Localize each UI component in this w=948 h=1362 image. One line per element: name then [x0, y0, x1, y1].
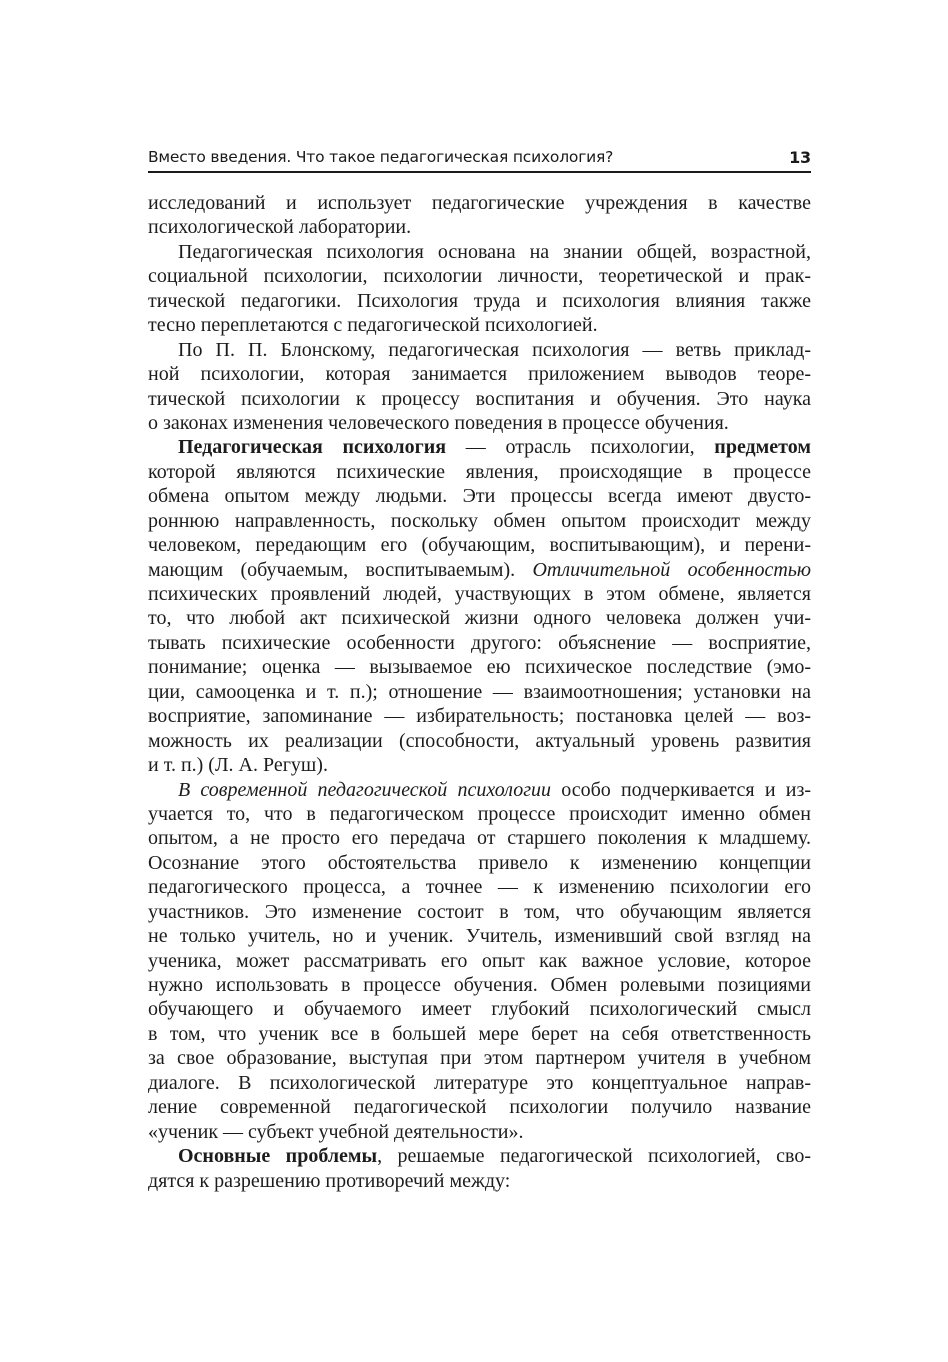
- text-line: [148, 558, 811, 582]
- text-line: [148, 851, 811, 875]
- text-line: [148, 240, 811, 264]
- text-run: Педагогическая психология основана на знании общей, возрастной,: [178, 240, 811, 263]
- text-run: По П. П. Блонскому, педагогическая психология — ветвь приклад-: [178, 338, 811, 361]
- text-line: [148, 606, 811, 630]
- text-line: [148, 753, 811, 777]
- text-line: [148, 387, 811, 411]
- text-run: которой являются психические явления, происходящие в процессе: [148, 460, 811, 483]
- text-run: учается то, что в педагогическом процессе происходит именно обмен: [148, 802, 811, 825]
- text-line: [148, 1022, 811, 1046]
- text-line: [148, 631, 811, 655]
- text-run: о законах изменения человеческого поведения в процессе обучения.: [148, 411, 729, 434]
- text-line: [148, 875, 811, 899]
- text-run: социальной психологии, психологии личности, теоретической и прак-: [148, 265, 811, 288]
- text-run: Осознание этого обстоятельства привело к изменению концепции: [148, 851, 811, 874]
- text-run: дятся к разрешению противоречий между:: [148, 1169, 511, 1192]
- text-run: обмена опытом между людьми. Эти процессы всегда имеют двусто-: [148, 485, 811, 508]
- body-text: [148, 191, 811, 1193]
- text-run: понимание; оценка — вызываемое ею психическое последствие (эмо-: [148, 656, 811, 679]
- text-run: ции, самооценка и т. п.); отношение — взаимоотношения; установки на: [148, 680, 811, 703]
- text-run: ление современной педагогической психологии получило название: [148, 1096, 811, 1119]
- paragraph: [148, 778, 811, 1145]
- text-line: [148, 778, 811, 802]
- running-head: [148, 148, 811, 170]
- text-line: [148, 582, 811, 606]
- text-line: [148, 362, 811, 386]
- bold-term: Педагогическая психология: [178, 436, 447, 459]
- text-line: [148, 826, 811, 850]
- text-line: [148, 435, 811, 459]
- bold-term: предметом: [714, 436, 811, 459]
- page-number: 13: [789, 148, 811, 167]
- paragraph: [148, 338, 811, 436]
- text-line: [148, 802, 811, 826]
- text-line: [148, 1169, 811, 1193]
- italic-term: Отличительной особенностью: [532, 558, 811, 581]
- text-line: [148, 289, 811, 313]
- text-line: [148, 900, 811, 924]
- text-run: опытом, а не просто его передача от старшего поколения к младшему.: [148, 827, 811, 850]
- text-line: [148, 729, 811, 753]
- text-line: [148, 1046, 811, 1070]
- text-run: не только учитель, но и ученик. Учитель, изменивший свой взгляд на: [148, 925, 811, 948]
- text-line: [148, 313, 811, 337]
- text-run: мающим (обучаемым, воспитываемым).: [148, 558, 533, 581]
- header-rule: [148, 171, 811, 173]
- text-run: особо подчеркивается и из-: [551, 778, 811, 801]
- text-run: нужно использовать в процессе обучения. Обмен ролевыми позициями: [148, 974, 811, 996]
- text-line: [148, 1120, 811, 1144]
- text-run: психологической лаборатории.: [148, 216, 412, 239]
- text-line: [148, 1095, 811, 1119]
- text-line: [148, 924, 811, 948]
- text-run: , решаемые педагогической психологией, сво-: [377, 1145, 811, 1168]
- text-line: [148, 680, 811, 704]
- text-run: диалоге. В психологической литературе это концептуальное направ-: [148, 1071, 811, 1094]
- text-run: психических проявлений людей, участвующих в этом обмене, является: [148, 583, 811, 605]
- text-run: ной психологии, которая занимается приложением выводов теоре-: [148, 363, 811, 386]
- text-run: тывать психические особенности другого: объяснение — восприятие,: [148, 631, 811, 654]
- text-run: «ученик — субъект учебной деятельности».: [148, 1120, 524, 1143]
- text-line: [148, 997, 811, 1021]
- text-run: можность их реализации (способности, актуальный уровень развития: [148, 729, 811, 752]
- text-line: [148, 215, 811, 239]
- text-run: участников. Это изменение состоит в том, что обучающим является: [148, 900, 811, 923]
- paragraph: [148, 1144, 811, 1193]
- text-line: [148, 411, 811, 435]
- text-run: обучающего и обучаемого имеет глубокий психологический смысл: [148, 998, 811, 1021]
- bold-term: Основные проблемы: [178, 1145, 378, 1168]
- text-run: исследований и использует педагогические учреждения в качестве: [148, 192, 811, 214]
- text-run: за свое образование, выступая при этом партнером учителя в учебном: [148, 1047, 811, 1070]
- text-run: восприятие, запоминание — избирательность; постановка целей — воз-: [148, 705, 811, 728]
- paragraph: [148, 435, 811, 777]
- running-head-title: Вместо введения. Что такое педагогическая психология?: [148, 148, 614, 166]
- text-line: [148, 973, 811, 997]
- text-line: [148, 264, 811, 288]
- paragraph: [148, 240, 811, 338]
- text-run: и т. п.) (Л. А. Регуш).: [148, 754, 328, 777]
- text-line: [148, 704, 811, 728]
- text-run: ученика, может рассматривать его опыт как важное условие, которое: [148, 949, 811, 972]
- text-run: тической психологии к процессу воспитания и обучения. Это наука: [148, 387, 811, 410]
- text-run: — отрасль психологии,: [446, 436, 715, 459]
- text-line: [148, 509, 811, 533]
- text-line: [148, 1071, 811, 1095]
- text-run: роннюю направленность, поскольку обмен опытом происходит между: [148, 509, 811, 532]
- text-line: [148, 460, 811, 484]
- text-line: [148, 655, 811, 679]
- text-line: [148, 338, 811, 362]
- text-run: тической педагогики. Психология труда и психология влияния также: [148, 289, 811, 312]
- text-line: [148, 949, 811, 973]
- text-run: в том, что ученик все в большей мере берет на себя ответственность: [148, 1022, 811, 1045]
- text-line: [148, 191, 811, 215]
- text-run: тесно переплетаются с педагогической психологией.: [148, 314, 598, 337]
- paragraph: [148, 191, 811, 240]
- text-line: [148, 1144, 811, 1168]
- text-run: педагогического процесса, а точнее — к изменению психологии его: [148, 876, 811, 899]
- italic-term: В современной педагогической психологии: [178, 778, 552, 801]
- text-line: [148, 533, 811, 557]
- text-run: человеком, передающим его (обучающим, воспитывающим), и перени-: [148, 534, 811, 557]
- text-line: [148, 484, 811, 508]
- text-run: то, что любой акт психической жизни одного человека должен учи-: [148, 607, 811, 630]
